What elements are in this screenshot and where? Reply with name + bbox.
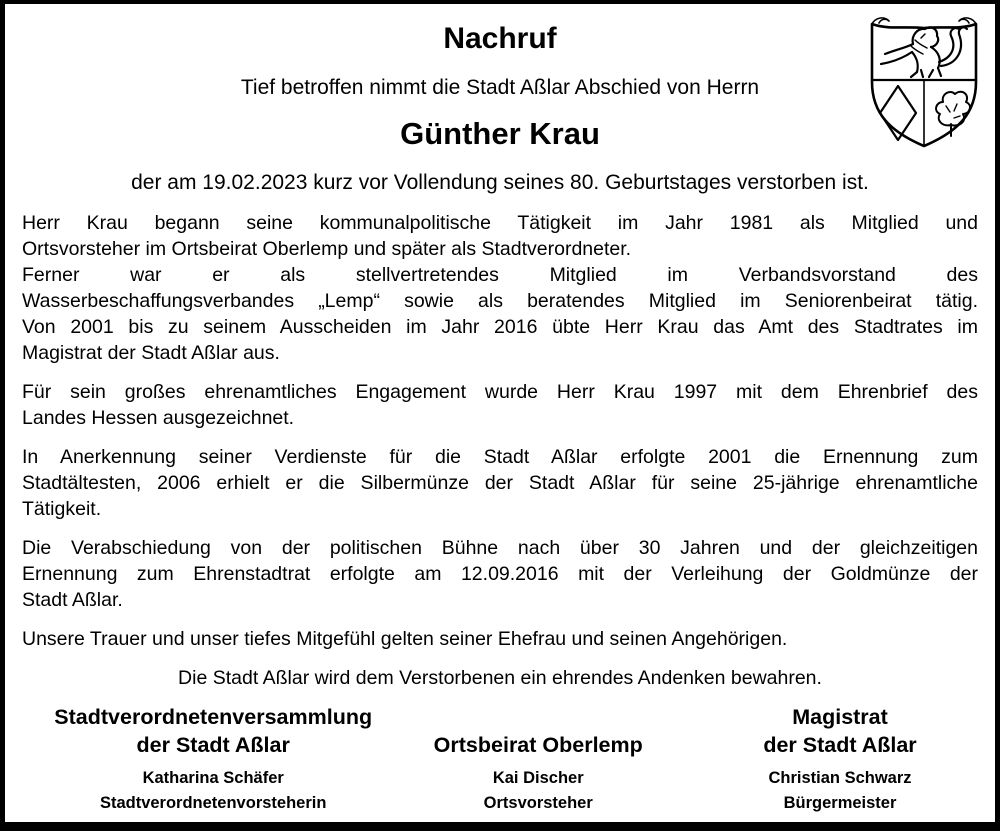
body-line: Landes Hessen ausgezeichnet.	[22, 407, 295, 429]
body-line: Tätigkeit.	[22, 498, 102, 520]
body-line: In Anerkennung seiner Verdienste für die Stadt Aßlar erfolgte 2001 die Ernennung zum	[22, 446, 978, 468]
body-line: Stadt Aßlar.	[22, 589, 123, 611]
signature-block-stadtverordnetenversammlung	[22, 703, 404, 816]
signature-org-line: der Stadt Aßlar	[136, 733, 290, 757]
body-line: Magistrat der Stadt Aßlar aus.	[22, 342, 280, 364]
body-line: Stadtältesten, 2006 erhielt er die Silbermünze der Stadt Aßlar für seine 25-jährige ehrenamtliche	[22, 472, 978, 494]
signature-person: Kai Discher	[492, 769, 584, 787]
signature-role: Stadtverordnetenvorsteherin	[99, 794, 327, 812]
aslar-coat-of-arms-icon	[865, 14, 983, 152]
body-line: Wasserbeschaffungsverbandes „Lemp“ sowie als beratendes Mitglied im Seniorenbeirat tätig.	[22, 290, 978, 312]
body-line: Herr Krau begann seine kommunalpolitische Tätigkeit im Jahr 1981 als Mitglied und	[22, 212, 978, 234]
farewell-paragraph	[22, 626, 978, 652]
signature-org-line: Ortsbeirat Oberlemp	[433, 733, 643, 757]
body-paragraph	[22, 262, 978, 314]
body-line: Für sein großes ehrenamtliches Engagement wurde Herr Krau 1997 mit dem Ehrenbrief des	[22, 381, 978, 403]
signature-person: Christian Schwarz	[768, 769, 912, 787]
signature-org-line: Stadtverordnetenversammlung	[54, 705, 373, 729]
body-paragraph	[22, 210, 978, 262]
body-line: Ortsvorsteher im Ortsbeirat Oberlemp und später als Stadtverordneter.	[22, 238, 632, 260]
body-paragraph	[22, 535, 978, 613]
body-paragraph	[22, 444, 978, 522]
signature-org	[702, 703, 978, 759]
signature-org	[22, 703, 404, 759]
intro-line: Tief betroffen nimmt die Stadt Aßlar Abschied von Herrn	[240, 76, 760, 99]
body-text	[22, 210, 978, 652]
body-line: Ferner war er als stellvertretendes Mitglied im Verbandsvorstand des	[22, 264, 978, 286]
signature-block-magistrat	[672, 703, 978, 816]
signature-org	[404, 703, 672, 759]
body-paragraph	[22, 314, 978, 366]
deceased-name: Günther Krau	[400, 116, 600, 151]
body-paragraph	[22, 379, 978, 431]
signature-person: Katharina Schäfer	[142, 769, 284, 787]
body-line: Die Verabschiedung von der politischen Bühne nach über 30 Jahren und der gleichzeitigen	[22, 537, 978, 559]
body-line: Von 2001 bis zu seinem Ausscheiden im Jahr 2016 übte Herr Krau das Amt des Stadtrates im	[22, 316, 978, 338]
signature-block-ortsbeirat	[404, 703, 672, 816]
remembrance-line: Die Stadt Aßlar wird dem Verstorbenen ein ehrendes Andenken bewahren.	[178, 667, 822, 689]
signature-org-line: der Stadt Aßlar	[763, 733, 917, 757]
signature-org-line: Magistrat	[792, 705, 888, 729]
farewell-line: Unsere Trauer und unser tiefes Mitgefühl gelten seiner Ehefrau und seinen Angehörigen.	[22, 628, 788, 650]
signature-role: Bürgermeister	[783, 794, 897, 812]
signature-row	[22, 703, 978, 816]
signature-role: Ortsvorsteher	[483, 794, 593, 812]
death-date-line: der am 19.02.2023 kurz vor Vollendung seines 80. Geburtstages verstorben ist.	[131, 171, 869, 194]
body-line: Ernennung zum Ehrenstadtrat erfolgte am 12.09.2016 mit der Verleihung der Goldmünze der	[22, 563, 978, 585]
page-title: Nachruf	[443, 22, 557, 55]
